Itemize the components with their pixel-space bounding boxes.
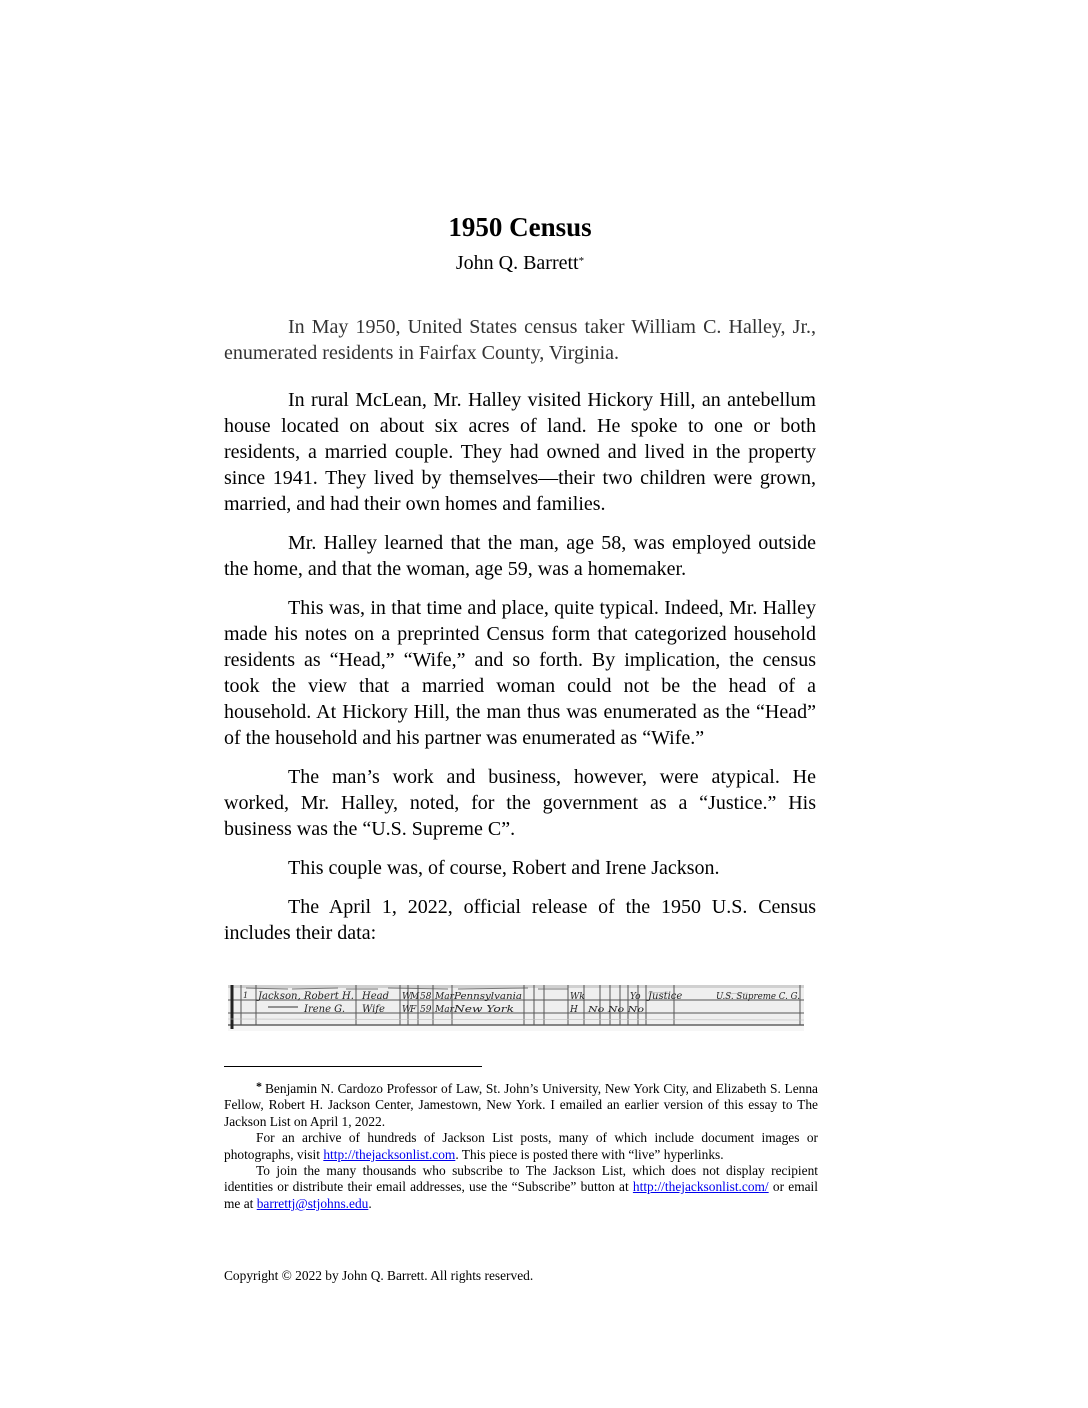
footnote-3 [224, 1163, 818, 1212]
paragraph-6: This couple was, of course, Robert and Irene Jackson. [288, 857, 720, 879]
footnote-3-text-after: . [368, 1195, 372, 1211]
paragraph-5: The man’s work and business, however, were atypical. He worked, Mr. Halley, noted, for the government as a “Justice.” His business was the “U.S. Supreme C”. [224, 766, 816, 840]
author-email-link[interactable]: barrettj@stjohns.edu [256, 1195, 369, 1211]
footnote-3-text-before: To join the many thousands who subscribe to The Jackson List, which does not display recipient identities or distribute their email addresses, use the “Subscribe” button at [224, 1163, 818, 1195]
footnote-3-text-middle: or email me at [224, 1179, 818, 1211]
census-row2-work: H [570, 1005, 578, 1015]
census-record-image [228, 985, 804, 1031]
footnote-2-text-after: . This piece is posted there with “live” hyperlinks. [455, 1146, 724, 1162]
census-row1-age: 58 [420, 992, 432, 1002]
paragraph-2: In rural McLean, Mr. Halley visited Hickory Hill, an antebellum house located on about six acres of land. He spoke to one or both residents, a married couple. They had owned and lived in the property since 1941. They lived by themselves—their two children were grown, married, and had their own homes and families. [224, 389, 816, 515]
paragraph-3: Mr. Halley learned that the man, age 58, was employed outside the home, and that the woman, age 59, was a homemaker. [224, 532, 816, 580]
census-row1-birthplace: Pennsylvania [452, 992, 522, 1002]
page-title: 1950 Census [448, 212, 592, 243]
author-footnote-mark: * [578, 255, 585, 267]
census-row1-relation: Head [362, 991, 390, 1002]
census-row2-relation: Wife [362, 1004, 385, 1015]
paragraph-1: In May 1950, United States census taker William C. Halley, Jr., enumerated residents in Fairfax County, Virginia. [224, 316, 816, 364]
census-row1-industry: U.S. Supreme C. G. [716, 992, 801, 1002]
census-row2-name: Irene G. [304, 1004, 345, 1015]
footnotes [224, 1081, 818, 1212]
footnote-1-text: Benjamin N. Cardozo Professor of Law, St. John’s University, New York City, and Elizabeth S. Lenna Fellow, Robert H. Jackson Center, Jamestown, New York. I emailed an earlier version of this essay to The Jackson List on April 1, 2022. [224, 1081, 818, 1129]
footnote-2-text-before: For an archive of hundreds of Jackson List posts, many of which include document images or photographs, visit [224, 1130, 818, 1162]
author-line [0, 251, 1040, 275]
census-row1-worker-class: Yo [630, 992, 641, 1002]
census-row2-answers: No No No [586, 1005, 645, 1014]
copyright-notice: Copyright © 2022 by John Q. Barrett. All rights reserved. [224, 1268, 534, 1283]
census-row1-work: Wk [570, 992, 585, 1002]
footnote-2 [224, 1130, 818, 1163]
jackson-list-link[interactable]: http://thejacksonlist.com [323, 1146, 456, 1162]
paragraph-4: This was, in that time and place, quite typical. Indeed, Mr. Halley made his notes on a preprinted Census form that categorized household residents as “Head,” “Wife,” and so forth. By implication, the census took the view that a married woman could not be the head of a household. At Hickory Hill, the man thus was enumerated as the “Head” of the household and his partner was enumerated as “Wife.” [224, 597, 816, 749]
census-row1-sex: M [410, 992, 420, 1002]
census-row1-occupation: Justice [648, 991, 683, 1002]
footnote-mark: * [256, 1079, 262, 1093]
census-row1-race: W [402, 992, 412, 1002]
author-name: John Q. Barrett [455, 252, 579, 274]
census-row2-age: 59 [420, 1005, 432, 1015]
census-row2-birthplace: New York [452, 1005, 514, 1015]
census-row1-name: Jackson, Robert H. [255, 991, 354, 1002]
footnote-divider [224, 1066, 482, 1067]
census-row2-marital: Mar [435, 1005, 454, 1015]
census-row2-sex: F [410, 1005, 417, 1015]
footnote-1 [224, 1081, 818, 1130]
essay-body [224, 314, 816, 959]
census-row1-line-number: 1 [243, 991, 249, 1000]
jackson-list-subscribe-link[interactable]: http://thejacksonlist.com/ [632, 1179, 769, 1195]
paragraph-7: The April 1, 2022, official release of the 1950 U.S. Census includes their data: [224, 896, 816, 944]
census-row2-race: W [402, 1005, 412, 1015]
census-row1-marital: Mar [435, 992, 454, 1002]
